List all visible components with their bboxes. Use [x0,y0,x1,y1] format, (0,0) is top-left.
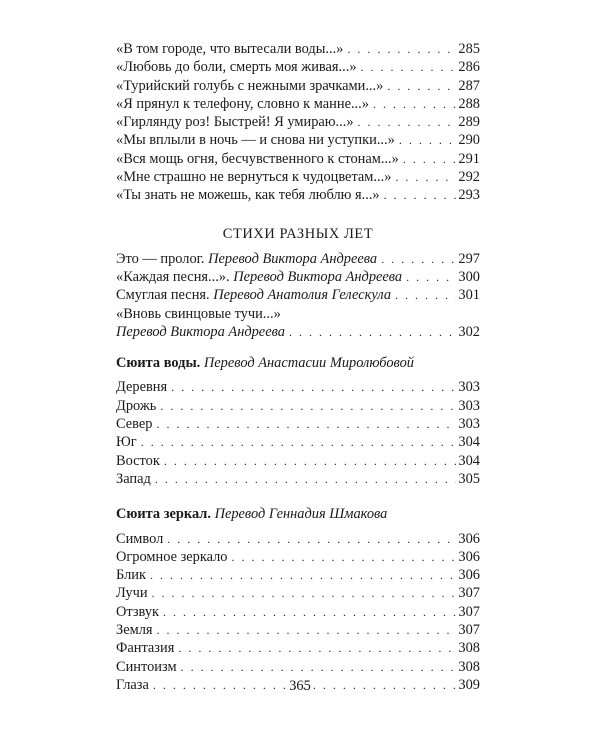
entry-page: 309 [458,676,480,693]
entry-page: 293 [458,187,480,204]
entry-title: Дрожь [116,397,157,414]
entry-title: Земля [116,622,153,639]
entry-title: Деревня [116,379,168,396]
toc-entry [116,378,480,396]
suite-heading [116,505,480,523]
toc-entry [116,470,480,488]
entry-page: 307 [458,585,480,602]
dot-leader [164,452,457,470]
toc-entry [116,150,480,168]
entry-title: «Гирлянду роз! Быстрей! Я умираю...» [116,114,354,131]
dot-leader [373,95,456,113]
dot-leader [232,548,457,566]
poem-list [116,40,480,205]
mirror-suite-list [116,530,480,695]
toc-entry [116,621,480,639]
dot-leader [381,250,456,268]
dot-leader [406,268,456,286]
entry-title: «Вновь свинцовые тучи...» [116,305,281,322]
suite-title: Сюита воды. [116,355,201,372]
entry-title [116,323,285,341]
entry-page: 307 [458,603,480,620]
entry-page: 291 [458,150,480,167]
entry-title: «Турийский голубь с нежными зрачками...» [116,77,384,94]
entry-title: Огромное зеркало [116,548,228,565]
dot-leader [395,286,456,304]
dot-leader [178,639,456,657]
section-heading: СТИХИ РАЗНЫХ ЛЕТ [222,225,374,242]
entry-title: Север [116,416,153,433]
toc-entry [116,584,480,602]
translator-credit: Перевод Геннадия Шмакова [210,506,388,523]
entry-page: 290 [458,132,480,149]
toc-entry [116,658,480,676]
toc-entry [116,286,480,304]
page-number: 365 [289,678,311,694]
entry-page: 305 [458,470,480,487]
table-of-contents [116,40,480,694]
entry-title: Фантазия [116,640,175,657]
toc-entry [116,452,480,470]
toc-entry [116,603,480,621]
entry-title: «Ты знать не можешь, как тебя люблю я...» [116,187,380,204]
toc-entry [116,548,480,566]
translator-credit: Перевод Анатолия Гелескула [213,287,392,304]
toc-entry [116,250,480,268]
dot-leader [155,470,457,488]
entry-page: 307 [458,622,480,639]
entry-title: Отзвук [116,603,160,620]
dot-leader [399,131,457,149]
entry-page: 287 [458,77,480,94]
entry-page: 301 [458,287,480,304]
entry-title: Символ [116,530,164,547]
toc-entry [116,639,480,657]
toc-entry [116,168,480,186]
translator-credit: Перевод Анастасии Миролюбовой [200,355,414,372]
entry-page: 304 [458,452,480,469]
dot-leader [181,658,457,676]
entry-title: Синтоизм [116,658,177,675]
entry-page: 286 [458,59,480,76]
entry-title: Лучи [116,585,148,602]
toc-entry [116,77,480,95]
dot-leader [156,415,456,433]
entry-title: «Мы вплыли в ночь — и снова ни уступки...» [116,132,395,149]
dot-leader [387,77,456,95]
entry-title: «Вся мощь огня, бесчувственного к стонам...» [116,150,399,167]
dot-leader [289,323,456,341]
dot-leader [150,566,456,584]
entry-title: Запад [116,470,151,487]
dot-leader [358,113,457,131]
entry-page: 306 [458,530,480,547]
toc-entry [116,323,480,341]
entry-page: 300 [458,268,480,285]
entry-page: 297 [458,250,480,267]
entry-page: 303 [458,416,480,433]
entry-title: Юг [116,434,137,451]
entry-title: «Каждая песня...». Перевод Виктора Андреева [116,268,403,285]
dot-leader [160,397,456,415]
entry-title: «В том городе, что вытесали воды...» [116,41,344,57]
entry-page: 289 [458,114,480,131]
water-suite-list [116,378,480,488]
entry-page: 303 [458,397,480,414]
suite-title: Сюита зеркал. [116,506,211,523]
dot-leader [384,186,457,204]
entry-page: 285 [458,41,480,57]
toc-entry [116,433,480,451]
entry-title: Это — пролог. Перевод Виктора Андреева [116,250,378,267]
entry-page: 303 [458,379,480,396]
entry-page: 306 [458,567,480,584]
translator-credit: Перевод Виктора Андреева [233,268,403,285]
toc-entry [116,530,480,548]
toc-entry [116,113,480,131]
toc-entry [116,40,480,58]
entry-page: 308 [458,640,480,657]
toc-entry [116,58,480,76]
toc-entry [116,397,480,415]
dot-leader [347,40,456,58]
entry-title: «Я прянул к телефону, словно к манне...» [116,95,369,112]
suite-heading [116,354,480,372]
dot-leader [157,621,457,639]
entry-page: 306 [458,548,480,565]
translator-credit: Перевод Виктора Андреева [116,323,285,340]
various-list [116,250,480,341]
entry-title: Глаза [116,676,149,693]
toc-entry [116,566,480,584]
entry-page: 292 [458,169,480,186]
translator-credit: Перевод Виктора Андреева [208,250,378,267]
toc-entry [116,131,480,149]
entry-title: Блик [116,567,146,584]
toc-entry [116,186,480,204]
toc-entry [116,95,480,113]
entry-title: Восток [116,452,160,469]
dot-leader [361,58,457,76]
entry-title: «Мне страшно не вернуться к чудоцветам...» [116,169,392,186]
entry-page: 308 [458,658,480,675]
entry-page: 288 [458,95,480,112]
entry-page: 302 [458,323,480,340]
dot-leader [171,378,456,396]
toc-entry [116,268,480,286]
dot-leader [395,168,456,186]
dot-leader [163,603,456,621]
dot-leader [141,433,457,451]
entry-page: 304 [458,434,480,451]
dot-leader [167,530,456,548]
entry-title: Смуглая песня. Перевод Анатолия Гелескула [116,287,392,304]
dot-leader [403,150,457,168]
toc-entry [116,415,480,433]
dot-leader [152,584,457,602]
entry-title: «Любовь до боли, смерть моя живая...» [116,59,357,76]
